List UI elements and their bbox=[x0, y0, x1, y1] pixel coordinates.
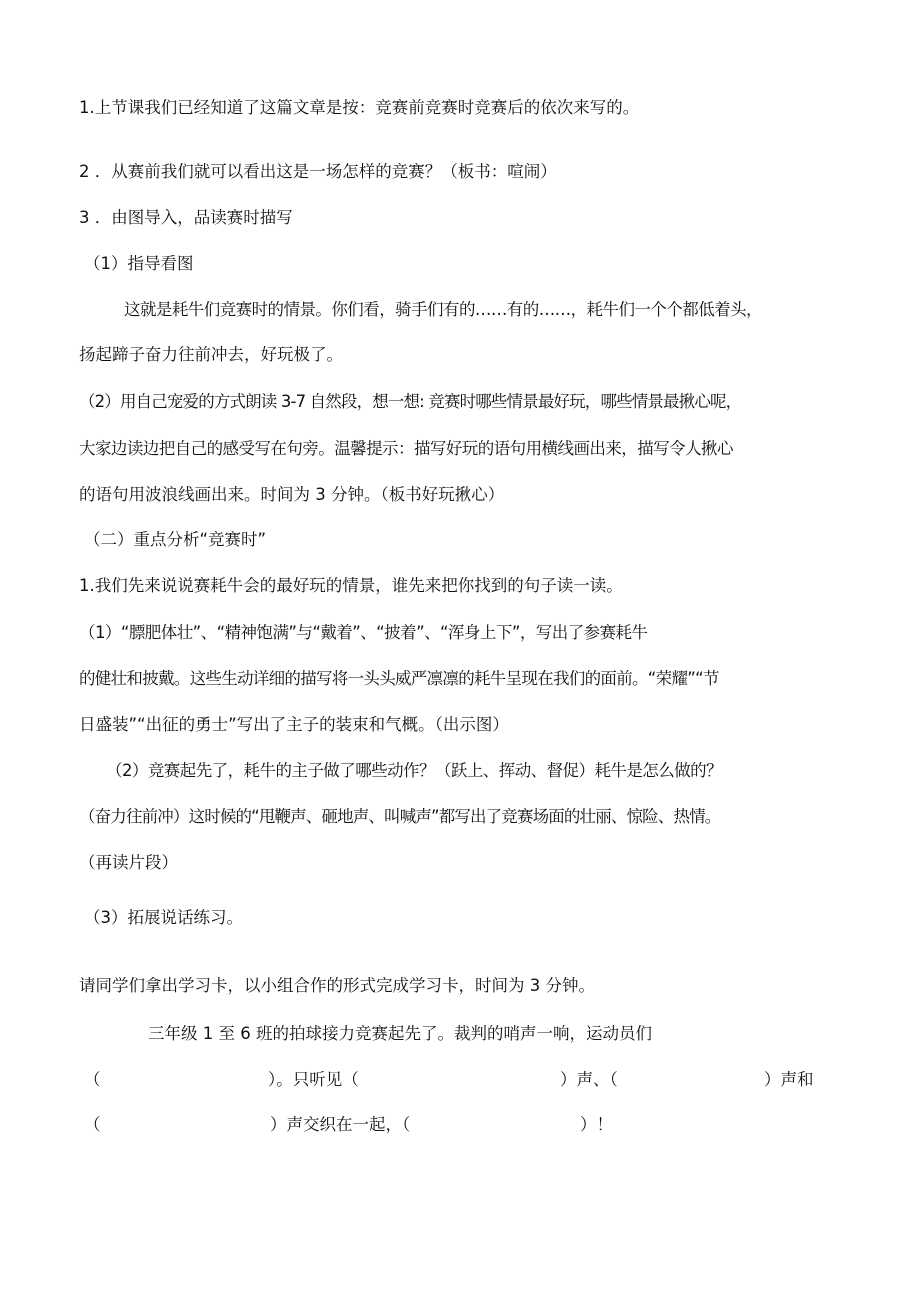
line-7: （2）用自己宠爱的方式朗读 3-7 自然段，想一想: 竞赛时哪些情景最好玩，哪些情景最揪心呢， bbox=[79, 392, 742, 411]
line-1: 1.上节课我们已经知道了这篇文章是按：竞赛前竞赛时竞赛后的依次来写的。 bbox=[79, 98, 640, 117]
line-3: 3 ．由图导入，品读赛时描写 bbox=[79, 208, 293, 227]
line-16: （奋力往前冲）这时候的“甩鞭声、砸地声、叫喊声”都写出了竞赛场面的壮丽、惊险、热情。 bbox=[79, 807, 721, 826]
line-4: （1）指导看图 bbox=[84, 254, 194, 273]
line-19: 请同学们拿出学习卡，以小组合作的形式完成学习卡，时间为 3 分钟。 bbox=[79, 976, 595, 995]
line-9: 的语句用波浪线画出来。时间为 3 分钟。（板书好玩揪心） bbox=[79, 485, 505, 504]
line-18: （3）拓展说话练习。 bbox=[84, 908, 243, 927]
fill-row1-seg3: ）声、（ bbox=[560, 1070, 618, 1089]
fill-row1-seg2: ）。只听见（ bbox=[268, 1070, 359, 1089]
line-2: 2 ．从赛前我们就可以看出这是一场怎样的竞赛？（板书：喧闹） bbox=[79, 162, 557, 181]
fill-row2-seg1: （ bbox=[84, 1115, 101, 1134]
line-5: 这就是耗牛们竞赛时的情景。你们看，骑手们有的……有的……，耗牛们一个个都低着头， bbox=[124, 300, 763, 319]
line-10: （二）重点分析“竞赛时” bbox=[84, 530, 267, 549]
fill-row1-seg4: ）声和 bbox=[764, 1070, 814, 1089]
line-11: 1.我们先来说说赛耗牛会的最好玩的情景，谁先来把你找到的句子读一读。 bbox=[79, 576, 623, 595]
fill-row1-seg1: （ bbox=[84, 1070, 101, 1089]
line-15: （2）竞赛起先了，耗牛的主子做了哪些动作？（跃上、挥动、督促）耗牛是怎么做的？ bbox=[106, 761, 723, 780]
fill-row2-seg3: ）！ bbox=[580, 1115, 613, 1134]
line-8: 大家边读边把自己的感受写在句旁。温馨提示：描写好玩的语句用横线画出来，描写令人揪心 bbox=[79, 439, 733, 458]
line-17: （再读片段） bbox=[79, 853, 178, 872]
fill-row2-seg2: ）声交织在一起，（ bbox=[270, 1115, 411, 1134]
line-13: 的健壮和披戴。这些生动详细的描写将一头头威严凛凛的耗牛呈现在我们的面前。“荣耀”“节 bbox=[79, 669, 719, 688]
line-6: 扬起蹄子奋力往前冲去，好玩极了。 bbox=[79, 345, 343, 364]
line-20: 三年级 1 至 6 班的拍球接力竞赛起先了。裁判的哨声一响，运动员们 bbox=[148, 1024, 652, 1043]
line-12: （1）“膘肥体壮”、“精神饱满”与“戴着”、“披着”、“浑身上下”，写出了参赛耗牛 bbox=[79, 623, 648, 642]
line-14: 日盛装”“出征的勇士”写出了主子的装束和气概。（出示图） bbox=[79, 715, 509, 734]
